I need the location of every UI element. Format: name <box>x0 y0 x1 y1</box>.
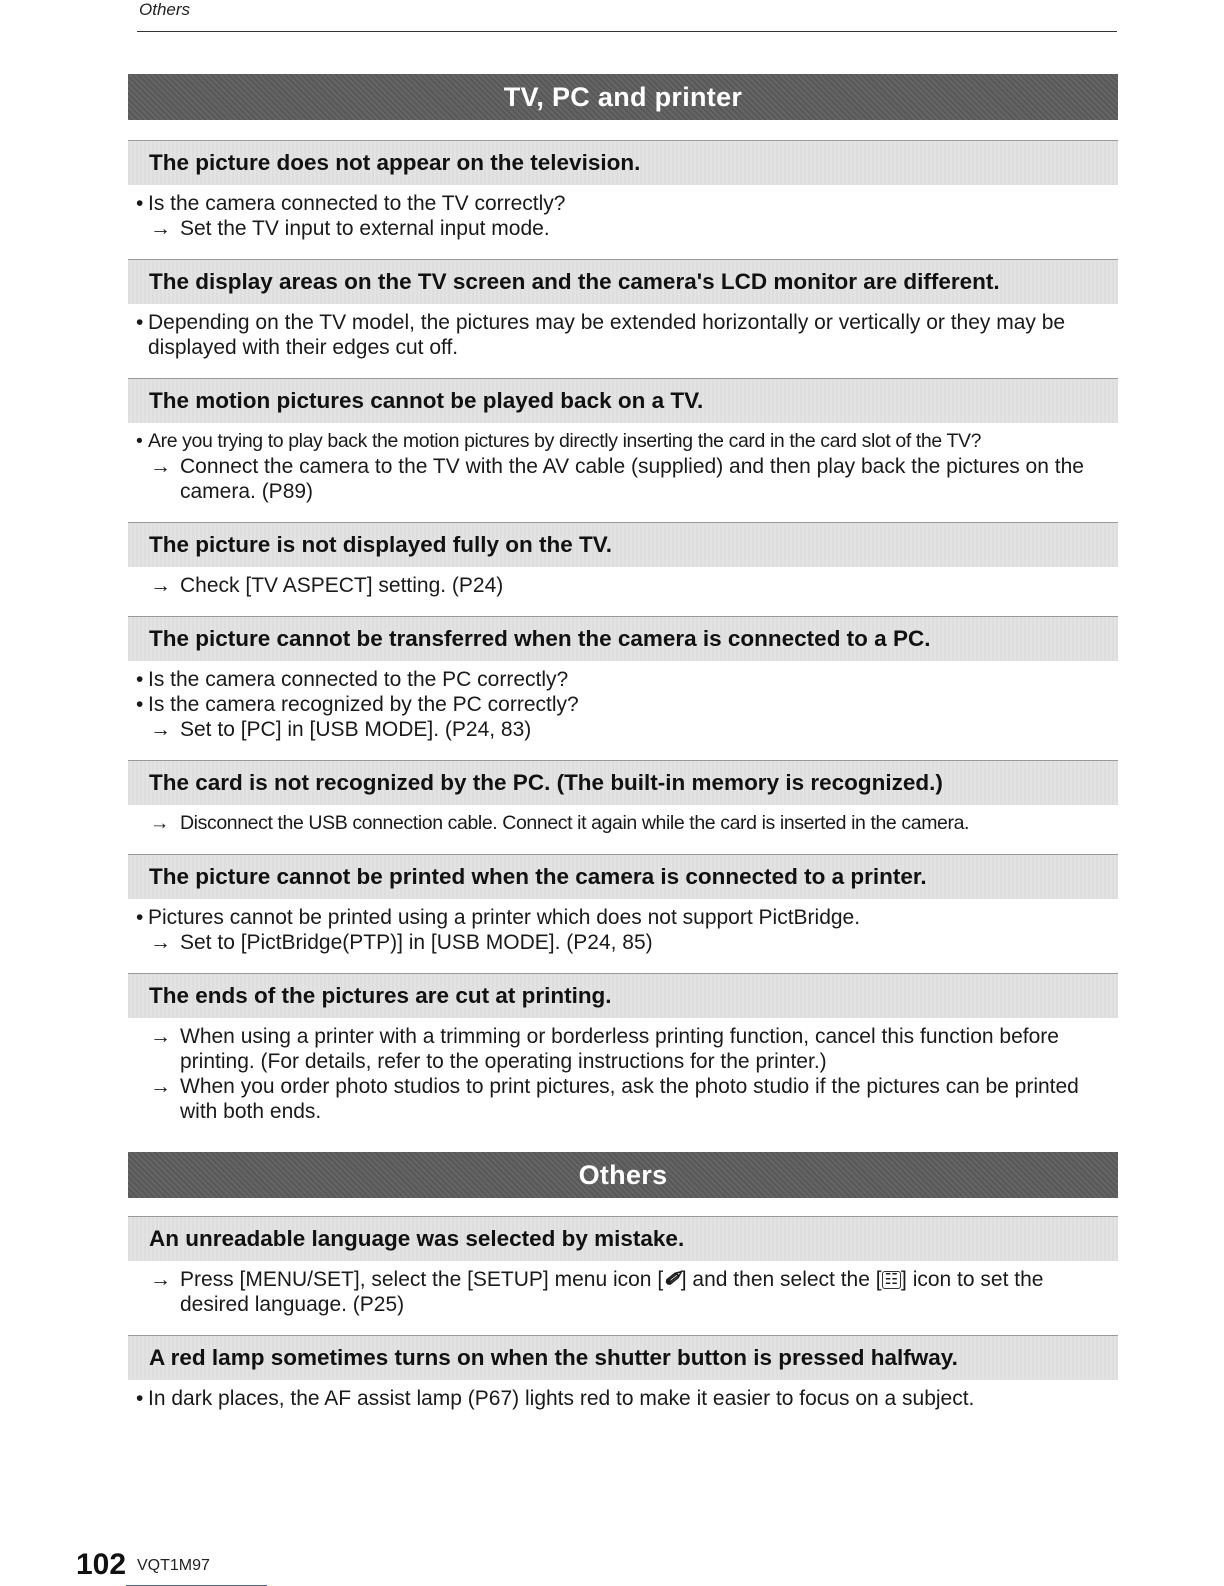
problem-body <box>128 667 1118 742</box>
bullet-item: • Pictures cannot be printed using a printer which does not support PictBridge. <box>136 905 1118 930</box>
arrow-icon: → <box>150 574 171 597</box>
problem-body <box>128 811 1118 836</box>
bullet-item: • In dark places, the AF assist lamp (P67) lights red to make it easier to focus on a subject. <box>136 1386 1118 1411</box>
document-code: VQT1M97 <box>137 1557 210 1574</box>
page-content <box>128 74 1118 1411</box>
problem-title: The ends of the pictures are cut at printing. <box>128 973 1118 1018</box>
problem-body <box>128 310 1118 360</box>
header-rule <box>137 31 1117 32</box>
problem-title: The card is not recognized by the PC. (The built-in memory is recognized.) <box>128 760 1118 805</box>
problem-title: A red lamp sometimes turns on when the shutter button is pressed halfway. <box>128 1335 1118 1380</box>
setup-wrench-icon: ✐ <box>663 1268 681 1291</box>
arrow-icon: → <box>150 1268 171 1291</box>
problem-title: An unreadable language was selected by mistake. <box>128 1216 1118 1261</box>
section-banner-others: Others <box>128 1152 1118 1198</box>
arrow-item: → Disconnect the USB connection cable. Connect it again while the card is inserted in the camera. <box>150 812 970 834</box>
arrow-item: → Set to [PictBridge(PTP)] in [USB MODE]. (P24, 85) <box>150 931 653 954</box>
arrow-icon: → <box>150 455 171 478</box>
problem-title: The picture is not displayed fully on the TV. <box>128 522 1118 567</box>
bullet-item: • Is the camera recognized by the PC correctly? <box>136 692 1118 717</box>
page-number: 102 <box>76 1548 127 1581</box>
problem-body <box>128 191 1118 241</box>
problem-body <box>128 1267 1118 1317</box>
arrow-item: → When using a printer with a trimming or borderless printing function, cancel this function before printing. (For details, refer to the operating instructions for the printer.) <box>150 1025 1059 1073</box>
arrow-icon: → <box>150 1025 171 1048</box>
arrow-item: → Press [MENU/SET], select the [SETUP] menu icon [✐] and then select the [ ☷ ] icon to set the desired language. (P25) <box>150 1268 1044 1316</box>
problem-title: The picture cannot be printed when the camera is connected to a printer. <box>128 854 1118 899</box>
language-icon: ☷ <box>882 1271 901 1289</box>
arrow-icon: → <box>150 718 171 741</box>
bullet-item: • Is the camera connected to the PC correctly? <box>136 667 1118 692</box>
problem-body <box>128 1386 1118 1411</box>
bullet-item: • Are you trying to play back the motion pictures by directly inserting the card in the card slot of the TV? <box>136 429 1118 454</box>
running-header: Others <box>139 0 191 19</box>
problem-title: The picture does not appear on the television. <box>128 140 1118 185</box>
section-banner-tv-pc-printer: TV, PC and printer <box>128 74 1118 120</box>
arrow-item: → Connect the camera to the TV with the AV cable (supplied) and then play back the pictures on the camera. (P89) <box>150 455 1084 503</box>
bullet-item: • Depending on the TV model, the pictures may be extended horizontally or vertically or they may be displayed with their edges cut off. <box>136 310 1118 360</box>
arrow-icon: → <box>150 812 170 834</box>
arrow-item: → When you order photo studios to print pictures, ask the photo studio if the pictures can be printed with both ends. <box>150 1075 1079 1123</box>
arrow-item: → Set to [PC] in [USB MODE]. (P24, 83) <box>150 718 532 741</box>
problem-body <box>128 573 1118 598</box>
arrow-icon: → <box>150 217 171 240</box>
bullet-item: • Is the camera connected to the TV correctly? <box>136 191 1118 216</box>
problem-body <box>128 429 1118 504</box>
arrow-item: → Check [TV ASPECT] setting. (P24) <box>150 574 504 597</box>
problem-body <box>128 905 1118 955</box>
arrow-icon: → <box>150 931 171 954</box>
arrow-icon: → <box>150 1075 171 1098</box>
problem-title: The display areas on the TV screen and the camera's LCD monitor are different. <box>128 259 1118 304</box>
problem-body <box>128 1024 1118 1124</box>
arrow-item: → Set the TV input to external input mode. <box>150 217 550 240</box>
problem-title: The motion pictures cannot be played back on a TV. <box>128 378 1118 423</box>
problem-title: The picture cannot be transferred when the camera is connected to a PC. <box>128 616 1118 661</box>
